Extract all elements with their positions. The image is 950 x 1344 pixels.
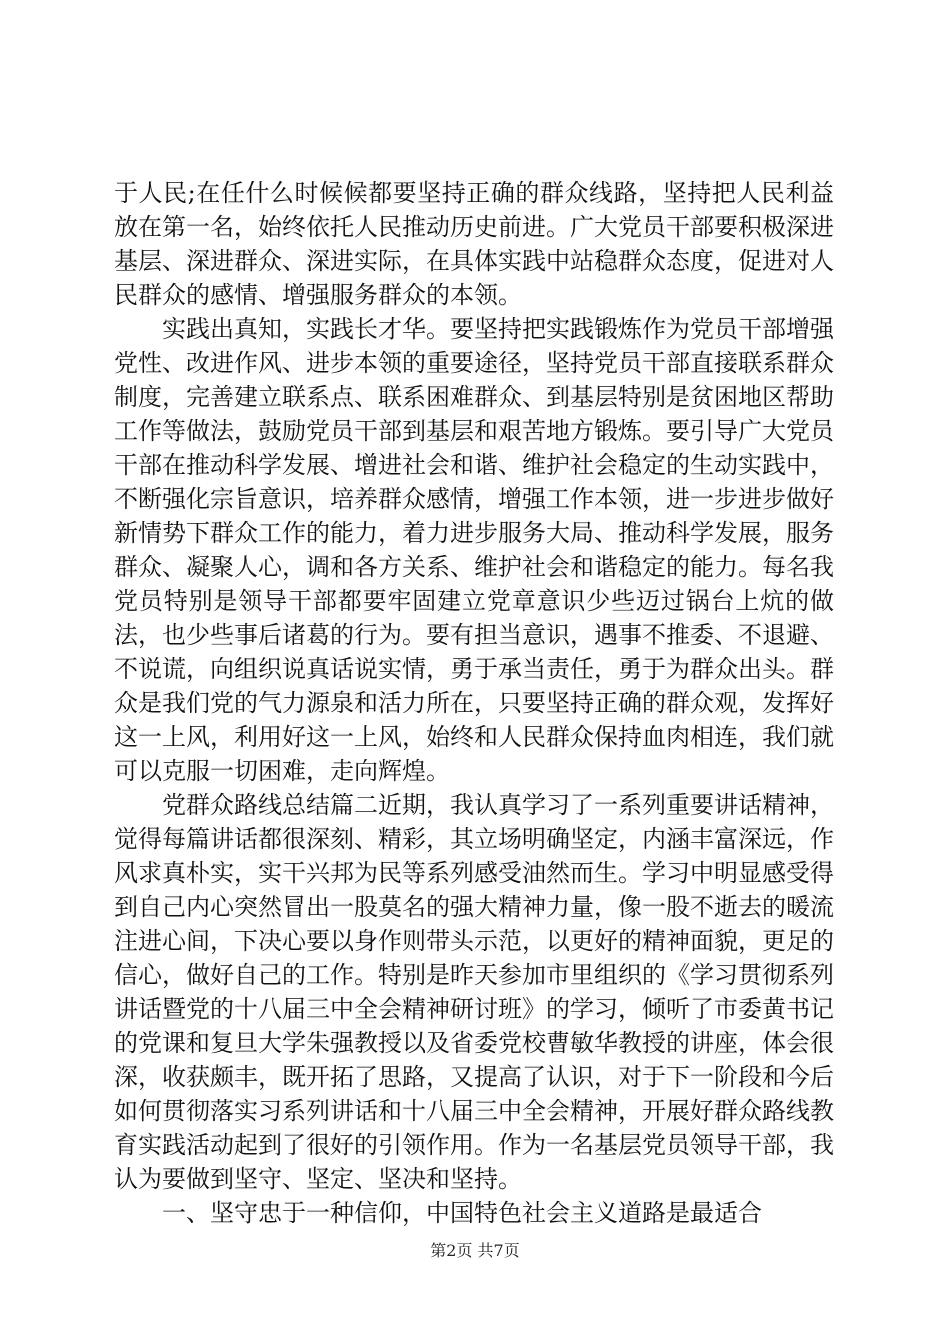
paragraph-2: 实践出真知，实践长才华。要坚持把实践锻炼作为党员干部增强党性、改进作风、进步本领的重要途径，坚持党员干部直接联系群众制度，完善建立联系点、联系困难群众、到基层特别是贫困地区帮助工作等做法，鼓励党员干部到基层和艰苦地方锻炼。要引导广大党员干部在推动科学发展、增进社会和谐、维护社会稳定的生动实践中，不断强化宗旨意识，培养群众感情，增强工作本领，进一步进步做好新情势下群众工作的能力，着力进步服务大局、推动科学发展，服务群众、凝聚人心，调和各方关系、维护社会和谐稳定的能力。每名我党员特别是领导干部都要牢固建立党章意识少些迈过锅台上炕的做法，也少些事后诸葛的行为。要有担当意识，遇事不推委、不退避、不说谎，向组织说真话说实情，勇于承当责任，勇于为群众出头。群众是我们党的气力源泉和活力所在，只要坚持正确的群众观，发挥好这一上风，利用好这一上风，始终和人民群众保持血肉相连，我们就可以克服一切困难，走向辉煌。: [114, 315, 834, 785]
paragraph-4: 一、坚守忠于一种信仰，中国特色社会主义道路是最适合: [162, 1199, 762, 1227]
paragraph-3: 党群众路线总结篇二近期，我认真学习了一系列重要讲话精神，觉得每篇讲话都很深刻、精彩，其立场明确坚定，内涵丰富深远，作风求真朴实，实干兴邦为民等系列感受油然而生。学习中明显感受得到自己内心突然冒出一股莫名的强大精神力量，像一股不逝去的暖流注进心间，下决心要以身作则带头示范，以更好的精神面貌，更足的信心，做好自己的工作。特别是昨天参加市里组织的《学习贯彻系列讲话暨党的十八届三中全会精神研讨班》的学习，倾听了市委黄书记的党课和复旦大学朱强教授以及省委党校曹敏华教授的讲座，体会很深，收获颇丰，既开拓了思路，又提高了认识，对于下一阶段和今后如何贯彻落实习系列讲话和十八届三中全会精神，开展好群众路线教育实践活动起到了很好的引领作用。作为一名基层党员领导干部，我认为要做到坚守、坚定、坚决和坚持。: [114, 791, 834, 1193]
page-footer: 第2页 共7页: [430, 1241, 520, 1260]
document-body: [114, 176, 834, 1230]
paragraph-1: 于人民;在任什么时候候都要坚持正确的群众线路，坚持把人民利益放在第一名，始终依托人民推动历史前进。广大党员干部要积极深进基层、深进群众、深进实际，在具体实践中站稳群众态度，促进对人民群众的感情、增强服务群众的本领。: [114, 179, 834, 309]
